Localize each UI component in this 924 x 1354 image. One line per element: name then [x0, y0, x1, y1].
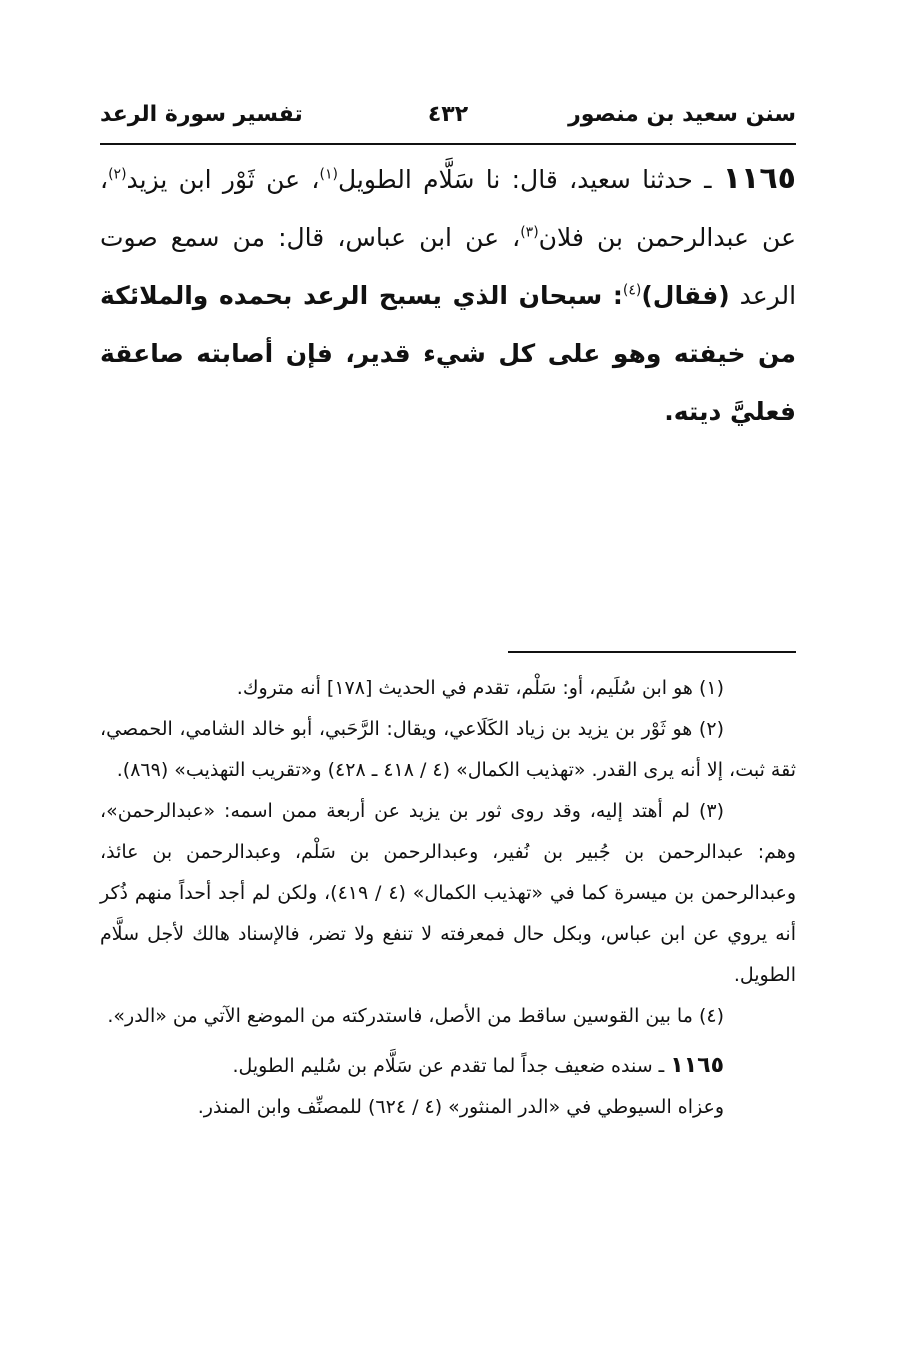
hadith-text-part: ، عن عبدالرحمن بن فلان	[100, 165, 796, 252]
takhrij-line-1	[100, 1045, 796, 1087]
footnote-2: (٢) هو ثَوْر بن يزيد بن زياد الكَلَاعي، ويقال: الرَّحَبي، أبو خالد الشامي، الحمصي، ثقة ثبت، إلا أنه يرى القدر. «تهذيب الكمال» (٤ / ٤١٨ ـ ٤٢٨) و«تقريب التهذيب» (٨٦٩).	[100, 718, 796, 781]
footnote-1: (١) هو ابن سُلَيم، أو: سَلْم، تقدم في الحديث [١٧٨] أنه متروك.	[236, 677, 724, 699]
footnote-ref: (٣)	[520, 224, 539, 241]
hadith-matn: : سبحان الذي يسبح الرعد بحمده والملائكة من خيفته وهو على كل شيء قدير، فإن أصابته صاعقة فعليَّ ديته.	[100, 281, 796, 426]
hadith-number: ١١٦٥	[722, 161, 796, 196]
footnote-ref: (٢)	[108, 166, 127, 183]
section-title: تفسير سورة الرعد	[100, 102, 303, 127]
footnote-3: (٣) لم أهتد إليه، وقد روى ثور بن يزيد عن أربعة ممن اسمه: «عبدالرحمن»، وهم: عبدالرحمن بن جُبير بن نُفير، وعبدالرحمن بن سَلْم، وعبدالرحمن بن عائذ، وعبدالرحمن بن ميسرة كما في «تهذيب الكمال» (٤ / ٤١٩)، ولكن لم أجد أحداً منهم ذُكر أنه يروي عن ابن عباس، وبكل حال فمعرفته لا تنفع ولا تضر، فالإسناد هالك لأجل سلَّام الطويل.	[100, 800, 796, 986]
takhrij-number: ١١٦٥	[670, 1053, 724, 1078]
footnote-separator	[508, 651, 796, 653]
footnote-ref: (١)	[319, 166, 338, 183]
takhrij-text: ـ سنده ضعيف جداً لما تقدم عن سَلَّام بن سُليم الطويل.	[232, 1055, 671, 1077]
hadith-text-part: (فقال)	[641, 281, 730, 310]
hadith-text-part: ، عن ثَوْر ابن يزيد	[126, 165, 320, 194]
footnotes	[100, 668, 796, 1128]
page-number: ٤٣٢	[427, 102, 469, 127]
footnote-4: (٤) ما بين القوسين ساقط من الأصل، فاستدركته من الموضع الآتي من «الدر».	[107, 1005, 724, 1027]
footnote-ref: (٤)	[622, 282, 642, 299]
hadith-text-part: ـ حدثنا سعيد، قال: نا سَلَّام الطويل	[337, 165, 723, 194]
spacer	[100, 1037, 796, 1045]
takhrij-line-2: وعزاه السيوطي في «الدر المنثور» (٤ / ٦٢٤) للمصنِّف وابن المنذر.	[197, 1096, 724, 1118]
header-divider	[100, 143, 796, 145]
running-header	[100, 96, 796, 140]
hadith-text-part: ، عن ابن عباس، قال: من سمع صوت الرعد	[100, 223, 797, 310]
hadith-text	[100, 150, 796, 441]
book-title: سنن سعيد بن منصور	[568, 102, 796, 127]
